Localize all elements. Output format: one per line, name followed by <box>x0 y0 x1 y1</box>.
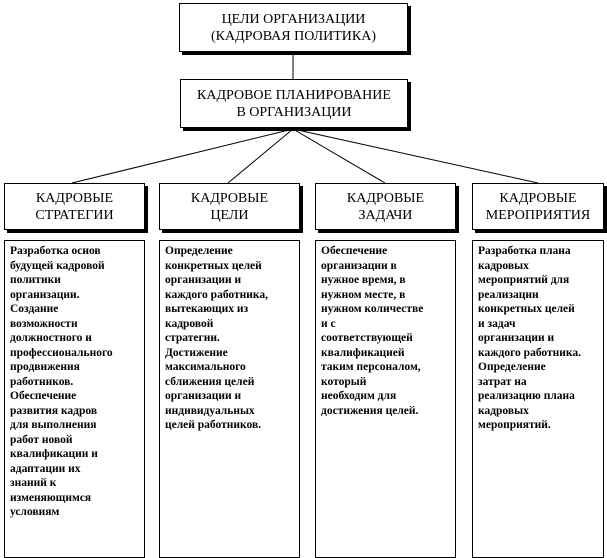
hr-tasks-title: КАДРОВЫЕ ЗАДАЧИ <box>346 190 425 223</box>
organization-goals-label: ЦЕЛИ ОРГАНИЗАЦИИ (КАДРОВАЯ ПОЛИТИКА) <box>210 11 377 44</box>
hr-goals-title: КАДРОВЫЕ ЦЕЛИ <box>190 190 269 223</box>
hr-goals-box <box>159 183 300 230</box>
hr-activities-title: КАДРОВЫЕ МЕРОПРИЯТИЯ <box>485 190 591 223</box>
connector-planning-to-activities <box>293 129 538 183</box>
hr-strategies-box <box>4 183 145 230</box>
hr-tasks-description: Обеспечение организации в нужное время, в нужном месте, в нужном количестве и с соответствующей квалификацией таким персоналом, который необходим для достижения целей. <box>315 240 456 558</box>
hr-strategies-title: КАДРОВЫЕ СТРАТЕГИИ <box>35 190 114 223</box>
hr-activities-description: Разработка плана кадровых мероприятий для реализации конкретных целей и задач организации и каждого работника. Определение затрат на реализацию плана кадровых мероприятий. <box>472 240 604 558</box>
hr-strategies-description: Разработка основ будущей кадровой политики организации. Создание возможности должностного и профессионального продвижения работников. Обеспечение развития кадров для выполнения работ новой квалификации и адаптации их знаний к изменяющимся условиям <box>4 240 145 558</box>
hr-goals-description: Определение конкретных целей организации и каждого работника, вытекающих из кадровой стратегии. Достижение максимального сближения целей организации и индивидуальных целей работников. <box>159 240 300 558</box>
hr-tasks-box <box>315 183 456 230</box>
connector-planning-to-tasks <box>293 129 385 183</box>
hr-activities-box <box>472 183 604 230</box>
hr-planning-box <box>180 79 408 128</box>
organization-goals-box <box>179 3 408 52</box>
hr-planning-label: КАДРОВОЕ ПЛАНИРОВАНИЕ В ОРГАНИЗАЦИИ <box>197 87 391 120</box>
